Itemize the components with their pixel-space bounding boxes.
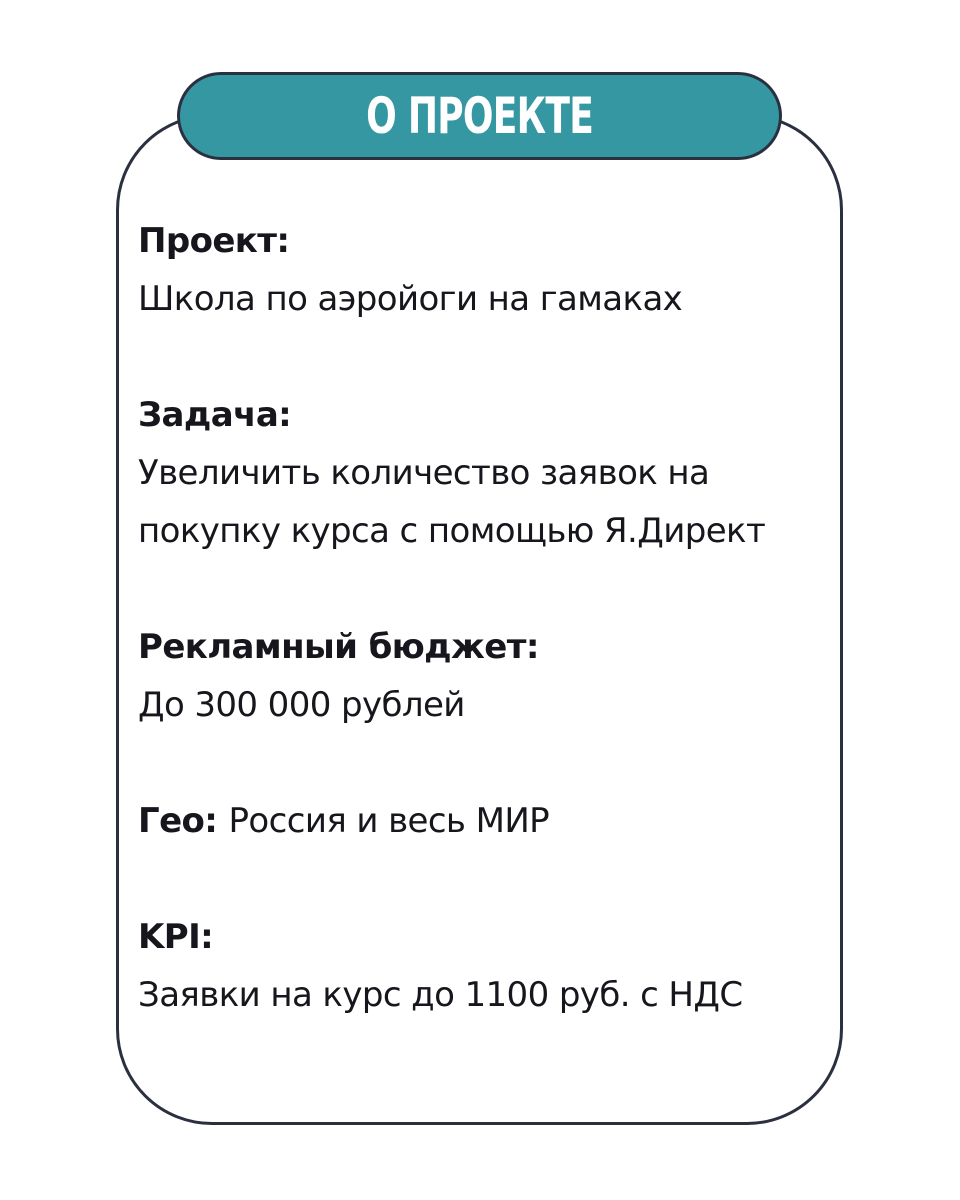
spacer <box>138 734 838 792</box>
kpi-label: KPI: <box>138 917 214 957</box>
spacer <box>138 328 838 386</box>
task-label: Задача: <box>138 395 292 435</box>
spacer <box>138 560 838 618</box>
geo-label: Гео: <box>138 801 229 841</box>
geo-value: Россия и весь МИР <box>228 801 550 841</box>
task-value-line-2: покупку курса с помощью Я.Директ <box>138 511 766 551</box>
project-value: Школа по аэройоги на гамаках <box>138 279 683 319</box>
budget-value: До 300 000 рублей <box>138 685 465 725</box>
task-value-line-1: Увеличить количество заявок на <box>138 453 710 493</box>
project-label: Проект: <box>138 221 290 261</box>
page-title: О ПРОЕКТЕ <box>366 87 593 145</box>
budget-label: Рекламный бюджет: <box>138 627 539 667</box>
kpi-value: Заявки на курс до 1100 руб. с НДС <box>138 975 743 1015</box>
project-details <box>138 212 838 1024</box>
title-banner <box>177 72 782 160</box>
geo-row <box>138 792 838 850</box>
spacer <box>138 850 838 908</box>
